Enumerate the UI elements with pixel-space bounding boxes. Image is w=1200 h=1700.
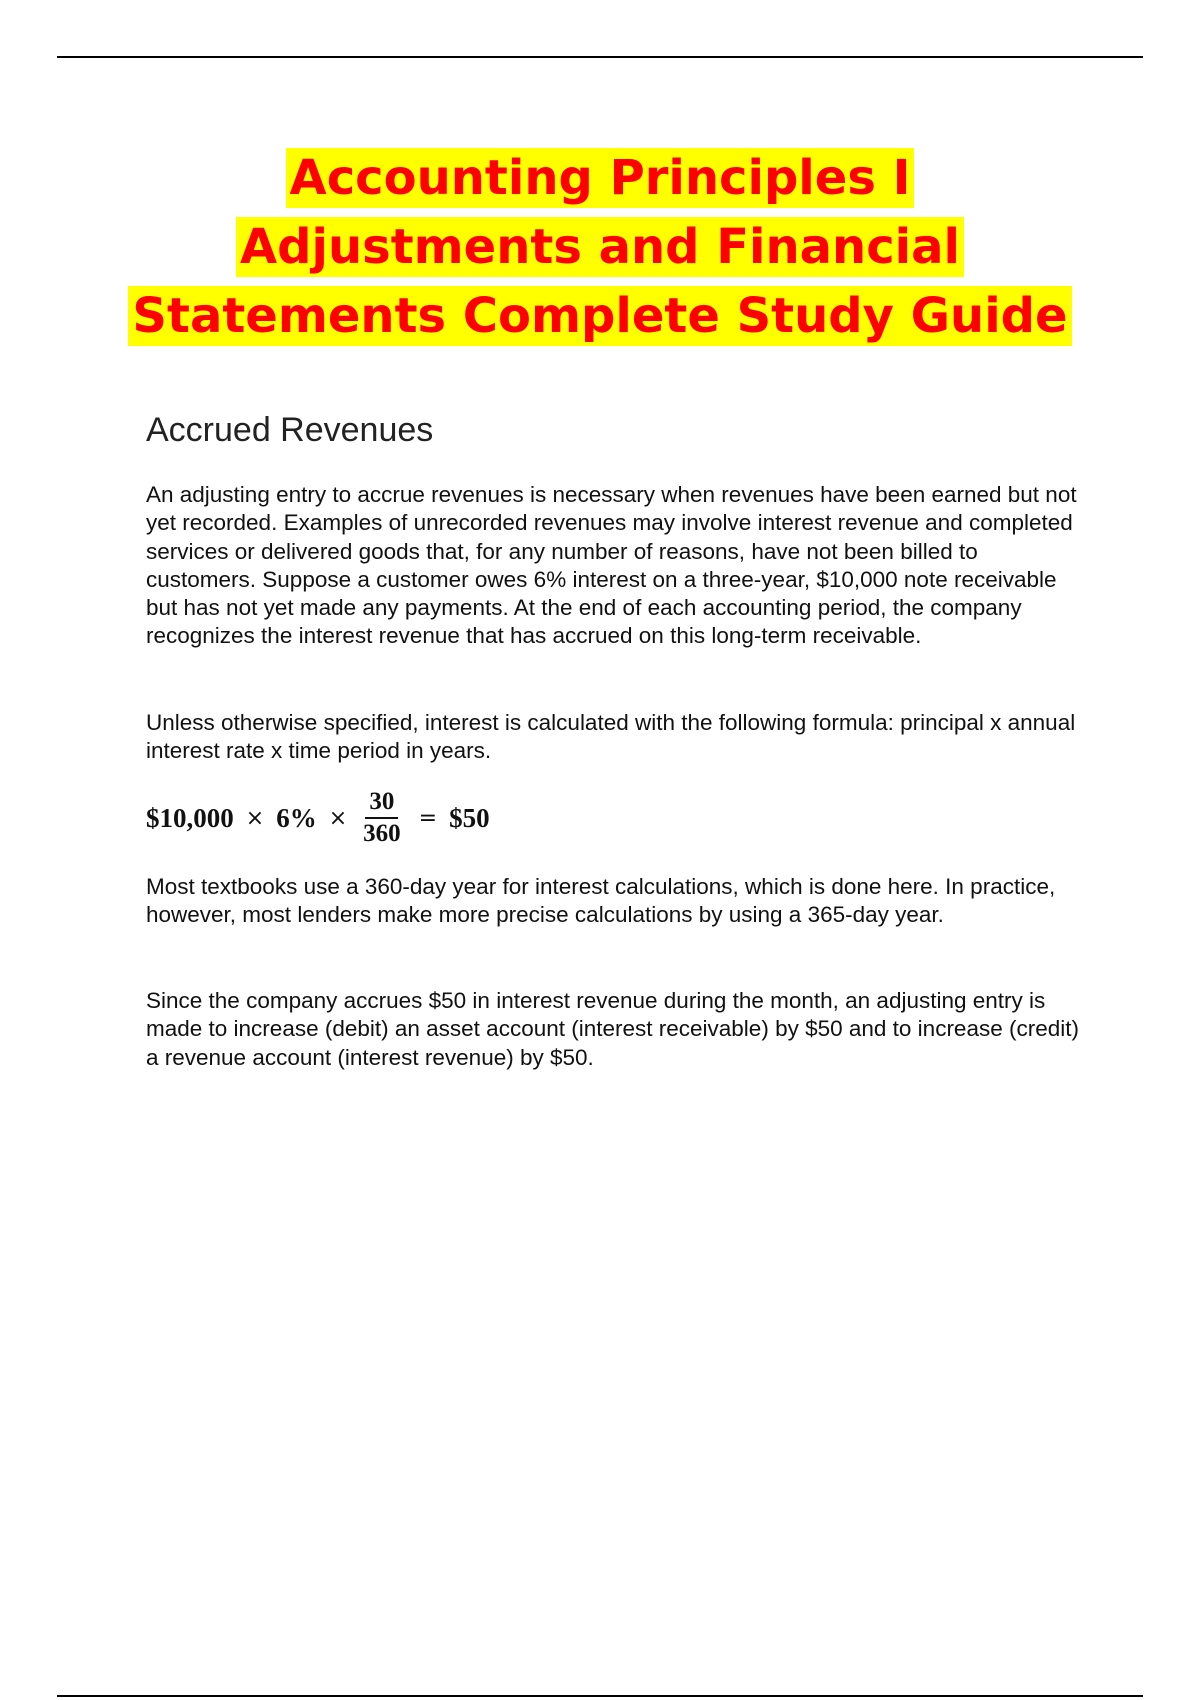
formula-result: $50 [449,802,490,833]
interest-formula [146,788,502,848]
paragraph-accrued-revenues-intro: An adjusting entry to accrue revenues is necessary when revenues have been earned but not yet recorded. Examples of unrecorded revenues may involve interest revenue and completed services or delivered goods that, for any number of reasons, have not been billed to customers. Suppose a customer owes 6% interest on a three-year, $10,000 note receivable but has not yet made any payments. At the end of each accounting period, the company recognizes the interest revenue that has accrued on this long-term receivable. [146,482,1077,649]
section-heading: Accrued Revenues [146,411,434,449]
formula-multiply-sign: × [245,805,265,831]
paragraph-interest-formula: Unless otherwise specified, interest is calculated with the following formula: principal x annual interest rate x time period in years. [146,710,1076,764]
formula-equals-sign: = [418,805,438,831]
formula-denominator: 360 [363,820,401,847]
paragraph-360-day-year: Most textbooks use a 360-day year for interest calculations, which is done here. In practice, however, most lenders make more precise calculations by using a 365-day year. [146,874,1056,928]
bottom-rule [57,1695,1143,1697]
document-title [120,144,1080,351]
paragraph-adjusting-entry: Since the company accrues $50 in interest revenue during the month, an adjusting entry is made to increase (debit) an asset account (interest receivable) by $50 and to increase (credit) a revenue account (interest revenue) by $50. [146,988,1079,1070]
formula-rate: 6% [276,802,317,833]
formula-fraction [359,789,405,847]
top-rule [57,56,1143,58]
formula-multiply-sign: × [328,805,348,831]
formula-numerator: 30 [365,789,398,819]
document-title-text: Accounting Principles I Adjustments and Financial Statements Complete Study Guide [128,148,1071,346]
formula-principal: $10,000 [146,802,234,833]
